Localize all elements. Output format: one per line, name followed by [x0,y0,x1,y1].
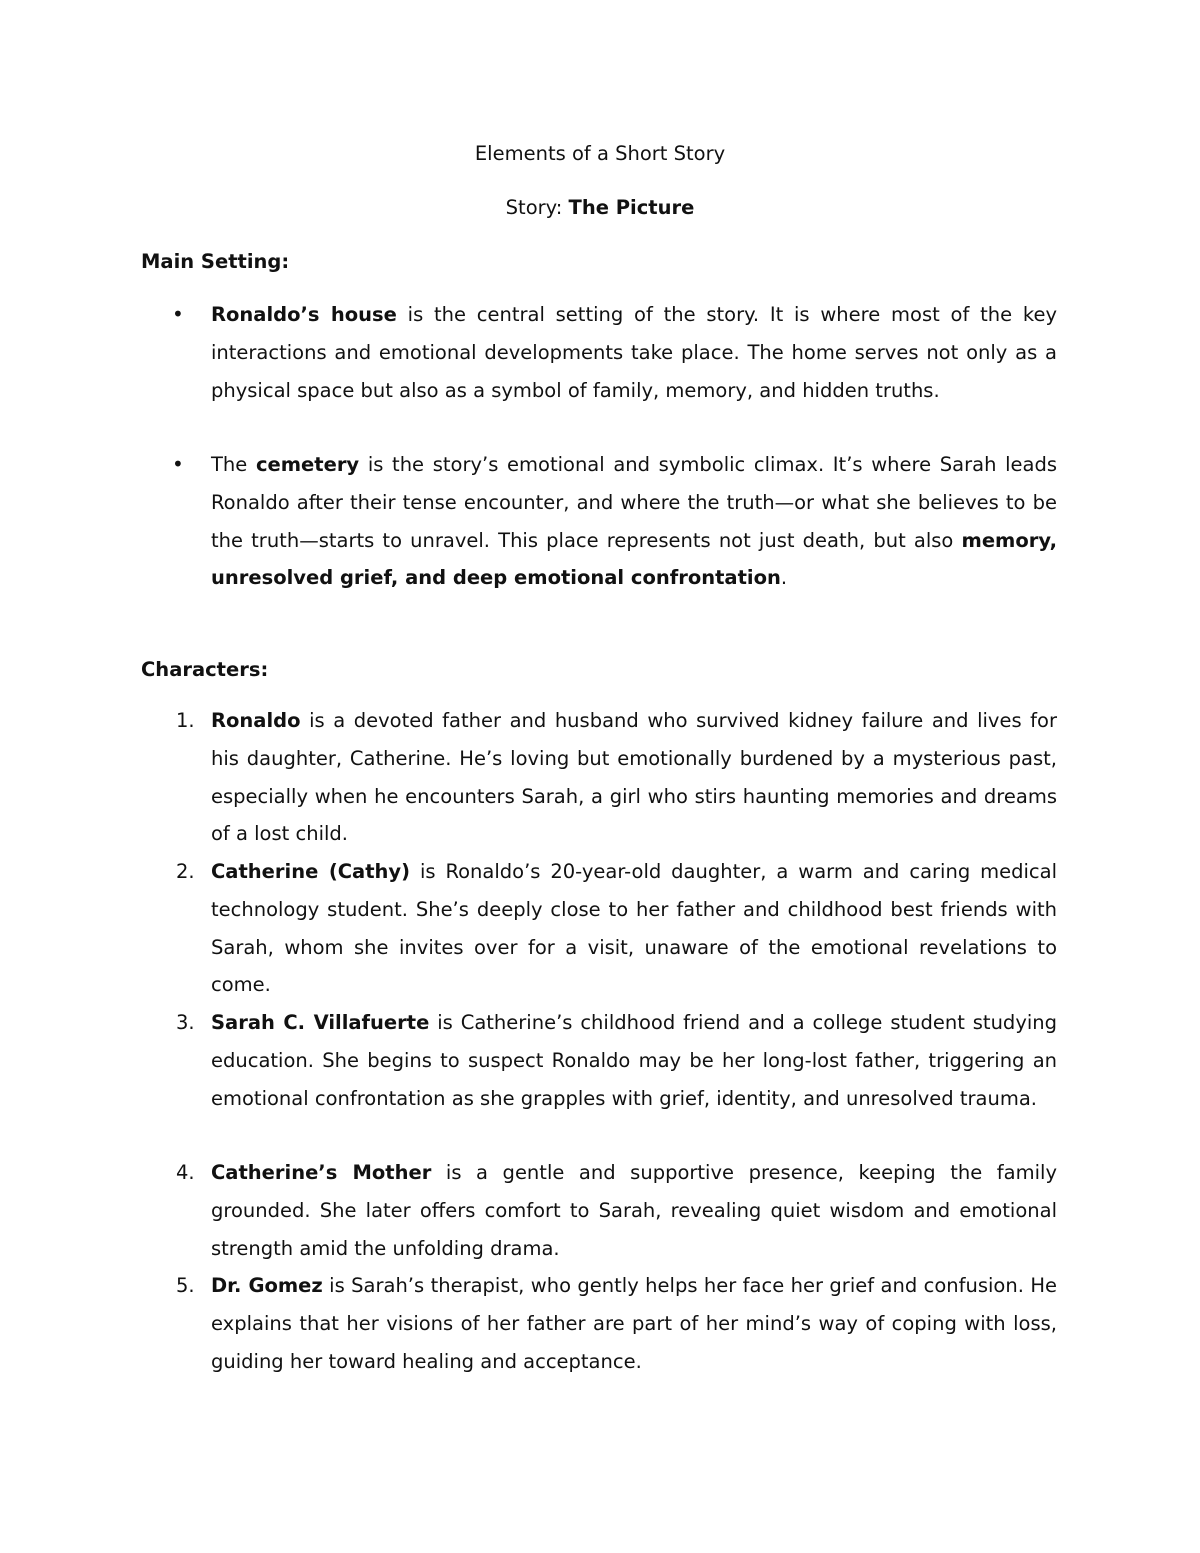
character-item-ronaldo [211,702,1057,853]
bullet-marker: • [172,302,184,326]
setting-prefix: The [211,453,256,476]
characters-heading: Characters: [141,658,269,681]
character-item-dr-gomez [211,1267,1057,1380]
setting-name: cemetery [255,453,360,476]
setting-name: Ronaldo’s house [211,303,397,326]
setting-item-cemetery [211,446,1057,597]
setting-description: is the central setting of the story. It is where most of the key interactions and emotional developments take place. The home serves not only as a physical space but also as a symbol of family, memory, and hidden truths. [211,303,1057,402]
character-name: Catherine’s Mother [211,1161,432,1184]
character-description: is Sarah’s therapist, who gently helps her face her grief and confusion. He explains that her visions of her father are part of her mind’s way of coping with loss, guiding her toward healing and acceptance. [211,1274,1057,1373]
setting-item-house [211,296,1057,409]
character-description: is Catherine’s childhood friend and a college student studying education. She begins to suspect Ronaldo may be her long-lost father, triggering an emotional confrontation as she grapples with grief, identity, and unresolved trauma. [211,1011,1058,1110]
character-description: is a devoted father and husband who survived kidney failure and lives for his daughter, Catherine. He’s loving but emotionally burdened by a mysterious past, especially when he encounters Sarah, a girl who stirs haunting memories and dreams of a lost child. [211,709,1057,846]
setting-end: . [780,566,788,590]
bullet-marker: • [172,452,184,476]
story-label: Story: [505,196,569,219]
setting-description: is the story’s emotional and symbolic climax. It’s where Sarah leads Ronaldo after their tense encounter, and where the truth—or what she believes to be the truth—starts to unravel. This place represents not just death, but also [211,453,1057,552]
character-item-sarah [211,1004,1057,1117]
character-name: Catherine (Cathy) [211,860,411,883]
character-description: is a gentle and supportive presence, keeping the family grounded. She later offers comfort to Sarah, revealing quiet wisdom and emotional strength amid the unfolding drama. [211,1161,1057,1260]
character-name: Dr. Gomez [211,1274,323,1297]
list-number: 2. [176,860,195,883]
character-name: Sarah C. Villafuerte [211,1011,430,1034]
list-number: 4. [176,1161,195,1184]
list-number: 5. [176,1274,195,1297]
setting-emphasis: memory, unresolved grief, and deep emotional confrontation [211,528,1057,590]
document-title: Elements of a Short Story [474,142,726,165]
character-item-catherine [211,853,1057,1004]
list-number: 1. [176,709,195,732]
list-number: 3. [176,1011,195,1034]
story-title: The Picture [568,196,695,219]
story-line [0,194,1200,222]
character-name: Ronaldo [211,709,301,732]
character-item-mother [211,1154,1057,1267]
main-setting-heading: Main Setting: [141,250,290,273]
character-description: is Ronaldo’s 20-year-old daughter, a warm and caring medical technology student. She’s deeply close to her father and childhood best friends with Sarah, whom she invites over for a visit, unaware of the emotional revelations to come. [211,860,1057,997]
